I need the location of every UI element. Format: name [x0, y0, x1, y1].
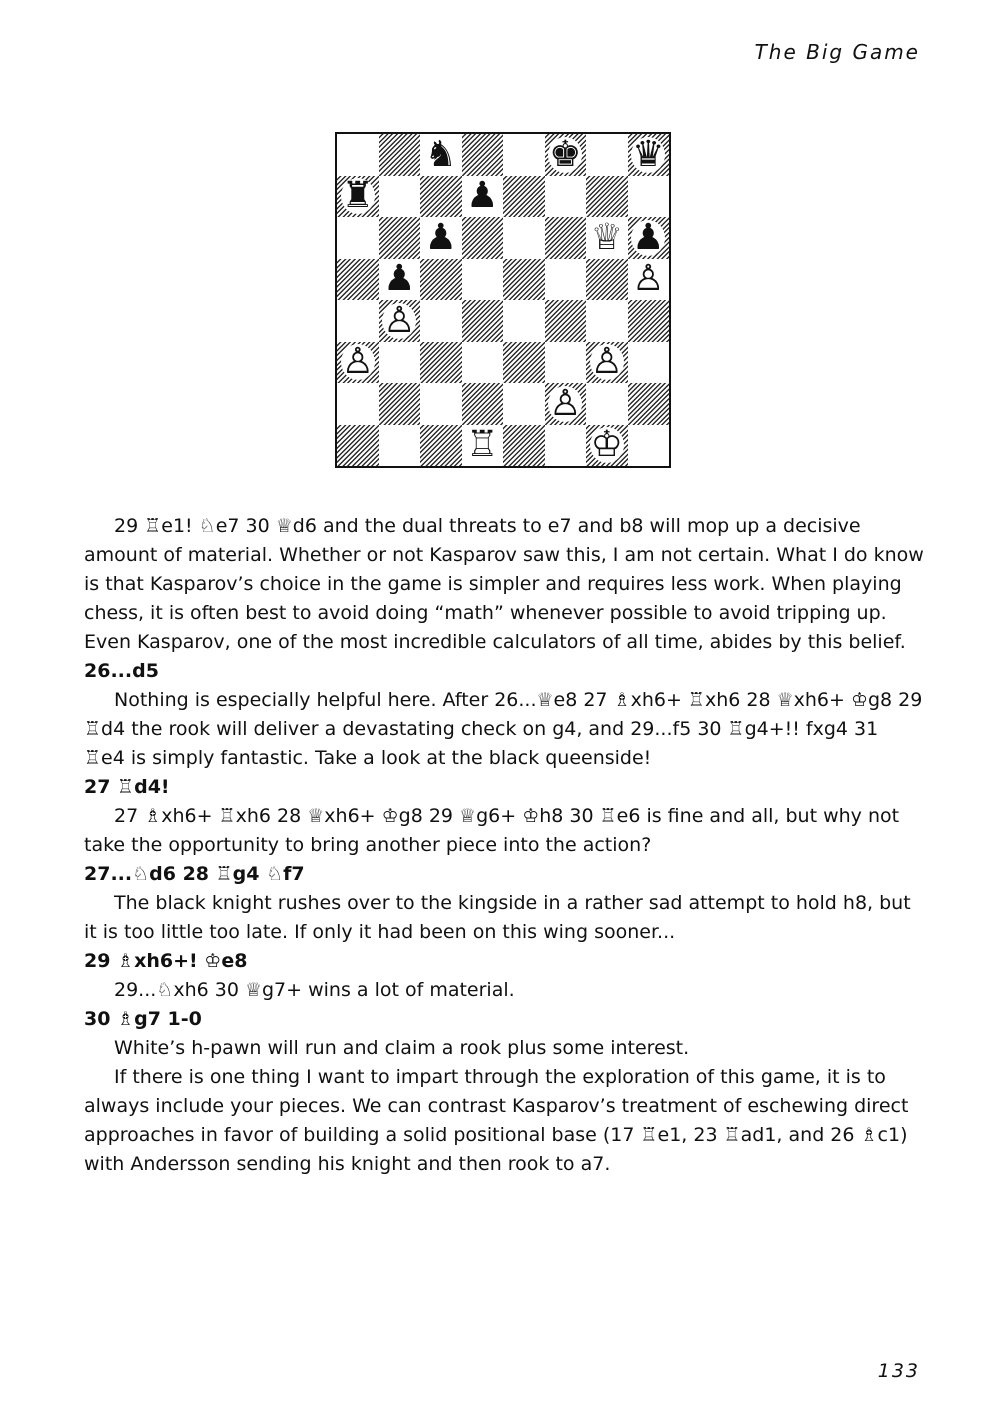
- board-square-g1: [586, 425, 628, 467]
- paragraph: If there is one thing I want to impart through the exploration of this game, it is to always include your pieces. We can contrast Kasparov’s treatment of eschewing direct approaches in favor of building a solid positional base (17 ♖e1, 23 ♖ad1, and 26 ♗c1) with Andersson sending his knight and then rook to a7.: [84, 1066, 909, 1175]
- board-square-c5: [420, 259, 462, 301]
- board-square-e5: [503, 259, 545, 301]
- board-square-e1: [503, 425, 545, 467]
- board-square-d5: [462, 259, 504, 301]
- paragraph: White’s h-pawn will run and claim a rook plus some interest.: [114, 1037, 690, 1059]
- board-square-b3: [379, 342, 421, 384]
- board-square-f5: [545, 259, 587, 301]
- board-square-a3: [337, 342, 379, 384]
- board-square-h8: [628, 134, 670, 176]
- board-square-c2: [420, 383, 462, 425]
- board-square-e3: [503, 342, 545, 384]
- chess-piece: ♟: [383, 258, 416, 300]
- board-square-c3: [420, 342, 462, 384]
- chess-piece: ♙: [341, 341, 374, 383]
- board-square-f1: [545, 425, 587, 467]
- board-square-b8: [379, 134, 421, 176]
- board-square-c6: [420, 217, 462, 259]
- chess-piece: ♖: [466, 424, 499, 466]
- board-square-e2: [503, 383, 545, 425]
- board-square-h6: [628, 217, 670, 259]
- board-square-d2: [462, 383, 504, 425]
- board-square-c8: [420, 134, 462, 176]
- board-square-a4: [337, 300, 379, 342]
- board-square-f4: [545, 300, 587, 342]
- chess-piece: ♛: [632, 134, 665, 175]
- board-square-d7: [462, 176, 504, 218]
- board-square-f7: [545, 176, 587, 218]
- board-square-e4: [503, 300, 545, 342]
- chess-piece: ♟: [466, 175, 499, 217]
- board-square-a8: [337, 134, 379, 176]
- chess-piece: ♔: [590, 424, 623, 466]
- move-heading: 26...d5: [84, 660, 159, 682]
- move-heading: 30 ♗g7 1-0: [84, 1008, 202, 1030]
- board-square-a6: [337, 217, 379, 259]
- board-square-g5: [586, 259, 628, 301]
- chess-diagram: [335, 132, 671, 468]
- chess-piece: ♙: [383, 300, 416, 341]
- board-square-a1: [337, 425, 379, 467]
- board-square-d8: [462, 134, 504, 176]
- board-square-b6: [379, 217, 421, 259]
- paragraph: 29 ♖e1! ♘e7 30 ♕d6 and the dual threats to e7 and b8 will mop up a decisive amount of material. Whether or not Kasparov saw this, I am not certain. What I do know is that Kasparov’s choice in the game is simpler and requires less work. When playing chess, it is often best to avoid doing “math” whenever possible to avoid tripping up. Even Kasparov, one of the most incredible calculators of all time, abides by this belief.: [84, 515, 924, 653]
- move-heading: 27 ♖d4!: [84, 776, 170, 798]
- board-square-b5: [379, 259, 421, 301]
- board-square-h7: [628, 176, 670, 218]
- board-square-g8: [586, 134, 628, 176]
- paragraph: 29...♘xh6 30 ♕g7+ wins a lot of material.: [114, 979, 515, 1001]
- board-square-g7: [586, 176, 628, 218]
- chess-piece: ♙: [590, 341, 623, 383]
- chess-piece: ♞: [424, 134, 457, 175]
- board-square-a5: [337, 259, 379, 301]
- board-square-h3: [628, 342, 670, 384]
- move-heading: 29 ♗xh6+! ♔e8: [84, 950, 248, 972]
- board-square-b7: [379, 176, 421, 218]
- page-number: 133: [877, 1360, 920, 1382]
- paragraph: 27 ♗xh6+ ♖xh6 28 ♕xh6+ ♔g8 29 ♕g6+ ♔h8 30 ♖e6 is fine and all, but why not take the opportunity to bring another piece into the action?: [84, 805, 900, 856]
- board-square-a7: [337, 176, 379, 218]
- board-square-h4: [628, 300, 670, 342]
- board-square-h2: [628, 383, 670, 425]
- paragraph: The black knight rushes over to the kingside in a rather sad attempt to hold h8, but it is too little too late. If only it had been on this wing sooner...: [84, 892, 911, 943]
- board-square-d3: [462, 342, 504, 384]
- board-square-e8: [503, 134, 545, 176]
- board-square-e6: [503, 217, 545, 259]
- chess-piece: ♙: [549, 383, 582, 424]
- board-square-c7: [420, 176, 462, 218]
- board-square-h1: [628, 425, 670, 467]
- board-square-f3: [545, 342, 587, 384]
- chess-piece: ♙: [632, 258, 665, 300]
- move-heading: 27...♘d6 28 ♖g4 ♘f7: [84, 863, 305, 885]
- board-square-h5: [628, 259, 670, 301]
- chess-piece: ♟: [632, 217, 665, 258]
- board-square-b1: [379, 425, 421, 467]
- board-square-d4: [462, 300, 504, 342]
- board-square-a2: [337, 383, 379, 425]
- board-square-b2: [379, 383, 421, 425]
- board-square-g6: [586, 217, 628, 259]
- board-square-c1: [420, 425, 462, 467]
- body-text: [84, 512, 924, 1179]
- chess-piece: ♚: [549, 134, 582, 175]
- board-square-f6: [545, 217, 587, 259]
- board-square-d1: [462, 425, 504, 467]
- board-square-f2: [545, 383, 587, 425]
- chess-piece: ♜: [341, 175, 374, 217]
- board-square-g2: [586, 383, 628, 425]
- board-square-d6: [462, 217, 504, 259]
- board-square-g4: [586, 300, 628, 342]
- paragraph: Nothing is especially helpful here. After 26...♕e8 27 ♗xh6+ ♖xh6 28 ♕xh6+ ♔g8 29 ♖d4 the rook will deliver a devastating check on g4, and 29...f5 30 ♖g4+!! fxg4 31 ♖e4 is simply fantastic. Take a look at the black queenside!: [84, 689, 923, 769]
- board-square-c4: [420, 300, 462, 342]
- board-square-e7: [503, 176, 545, 218]
- chess-piece: ♕: [590, 217, 623, 258]
- board-square-b4: [379, 300, 421, 342]
- board-square-f8: [545, 134, 587, 176]
- board-square-g3: [586, 342, 628, 384]
- chess-piece: ♟: [424, 217, 457, 258]
- running-head: The Big Game: [754, 40, 920, 64]
